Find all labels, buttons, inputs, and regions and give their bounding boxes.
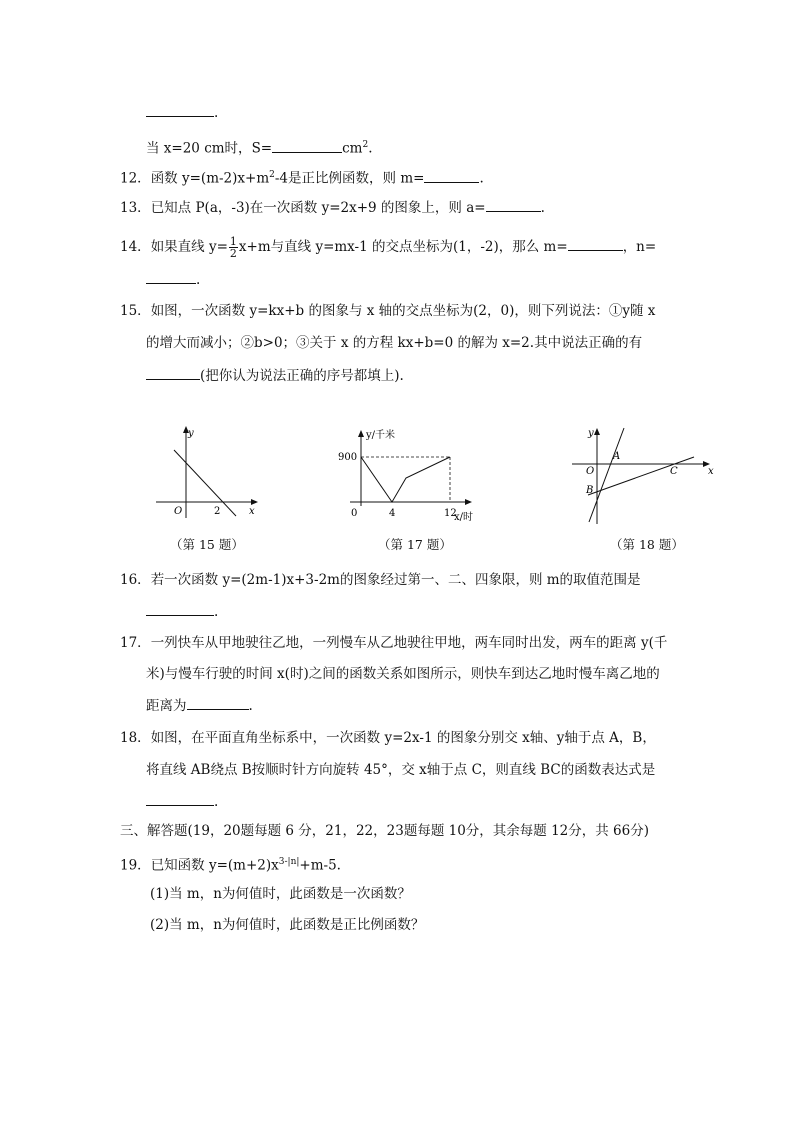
point-a-label: A xyxy=(613,451,621,462)
question-18-line2: 将直线 AB绕点 B按顺时针方向旋转 45°，交 x轴于点 C，则直线 BC的函数表达式是 xyxy=(146,762,656,778)
question-15: 15．如图，一次函数 y=kx+b 的图象与 x 轴的交点坐标为(2，0)，则下列说法：①y随 x xyxy=(120,303,656,319)
blank[interactable] xyxy=(146,270,196,284)
blank[interactable] xyxy=(146,602,214,616)
x-label: x xyxy=(708,466,714,477)
question-19-part2: (2)当 m，n为何值时，此函数是正比例函数？ xyxy=(150,917,425,933)
blank[interactable] xyxy=(187,696,249,710)
tick-12-label: 12 xyxy=(444,508,457,519)
question-17-line3: 距离为 . xyxy=(146,698,253,714)
y-label: y xyxy=(188,428,194,439)
question-19: 19．已知函数 $y=(m+2)x^{3-|n|}+m-5$. xyxy=(120,857,341,874)
tick-2-label: 2 xyxy=(214,506,221,517)
figure-15-caption: （第 15 题） xyxy=(170,537,244,552)
point-c-label: C xyxy=(670,466,678,477)
question-13: 13．已知点 P(a，-3)在一次函数 y=2x+9 的图象上，则 a= . xyxy=(120,200,545,216)
question-11-part: 当 x=20 cm时，$S= cm^2$. xyxy=(146,140,373,157)
x-axis-arrow-icon xyxy=(251,499,258,505)
answer-line-q16: . xyxy=(146,602,218,621)
fraction-half: $\frac{1}{2}$ xyxy=(229,235,237,260)
question-18: 18．如图，在平面直角坐标系中，一次函数 y=2x-1 的图象分别交 x轴、y轴于点 A，B， xyxy=(120,730,656,746)
question-16: 16．若一次函数 y=(2m-1)x+3-2m的图象经过第一、二、四象限，则 m的取值范围是 xyxy=(120,572,641,588)
figure-17-caption: （第 17 题） xyxy=(378,537,452,552)
figure-17-graph xyxy=(336,422,476,522)
question-15-line3: (把你认为说法正确的序号都填上). xyxy=(146,366,404,385)
origin-label: O xyxy=(586,466,595,477)
origin-label: 0 xyxy=(351,508,358,519)
question-14: 14．如果直线 y= $\frac{1}{2}$ x+m与直线 y=mx-1 的交点坐标为(1，-2)，那么 m= ，n= xyxy=(120,235,657,260)
y-label: y/千米 xyxy=(366,430,396,441)
x-label: x/时 xyxy=(454,512,474,522)
blank[interactable] xyxy=(424,169,479,183)
x-label: x xyxy=(249,506,255,517)
section-3-heading: 三、解答题(19，20题每题 6 分，21，22，23题每题 10分，其余每题 12分，共 66分) xyxy=(120,823,650,839)
answer-line-q11a: . xyxy=(146,103,218,122)
blank[interactable] xyxy=(146,792,214,806)
answer-line-q14: . xyxy=(146,270,200,289)
point-b-label: B xyxy=(586,485,594,496)
figure-18-caption: （第 18 题） xyxy=(610,537,684,552)
figure-15-graph xyxy=(152,422,262,522)
line-bc xyxy=(588,457,694,495)
distance-curve xyxy=(361,457,450,502)
y-axis-arrow-icon xyxy=(358,430,364,437)
question-17-line2: 米)与慢车行驶的时间 x(时)之间的函数关系如图所示，则快车到达乙地时慢车离乙地的 xyxy=(146,666,660,682)
figure-18-graph xyxy=(566,422,716,528)
x-axis-arrow-icon xyxy=(465,499,472,505)
tick-4-label: 4 xyxy=(389,508,396,519)
blank[interactable] xyxy=(486,198,541,212)
y-axis-arrow-icon xyxy=(594,428,600,435)
line-ab xyxy=(589,428,624,522)
answer-line-q18: . xyxy=(146,792,218,811)
question-19-part1: (1)当 m，n为何值时，此函数是一次函数？ xyxy=(150,886,411,902)
question-17: 17．一列快车从甲地驶往乙地，一列慢车从乙地驶往甲地，两车同时出发，两车的距离 y(千 xyxy=(120,635,668,651)
blank[interactable] xyxy=(146,103,214,117)
question-15-line2: 的增大而减小；②b>0；③关于 x 的方程 kx+b=0 的解为 x=2.其中说法正确的有 xyxy=(146,335,643,351)
function-line xyxy=(174,450,236,516)
tick-900-label: 900 xyxy=(338,452,358,463)
origin-label: O xyxy=(174,506,183,517)
blank[interactable] xyxy=(568,237,623,251)
y-label: y xyxy=(588,428,594,439)
blank[interactable] xyxy=(272,139,342,153)
question-12: 12．函数 $y=(m-2)x+m^2-4$是正比例函数，则 m= . xyxy=(120,170,484,187)
blank[interactable] xyxy=(146,366,200,380)
